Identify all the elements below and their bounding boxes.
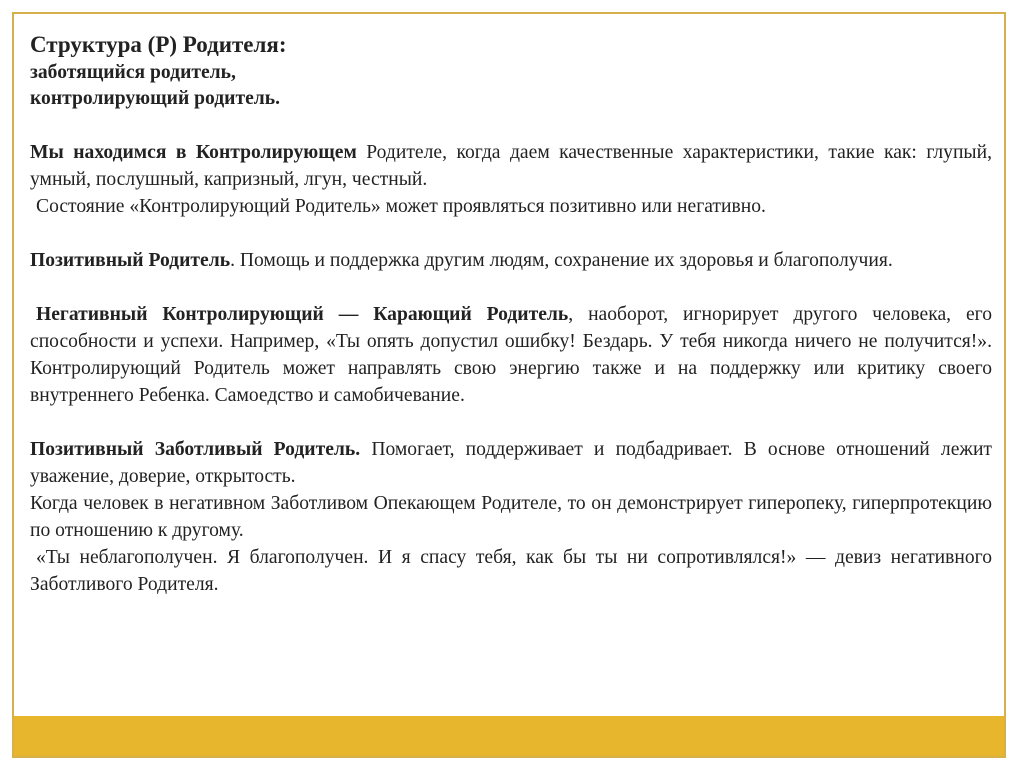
- spacer: [30, 274, 992, 301]
- paragraph-motto: «Ты неблагополучен. Я благополучен. И я спасу тебя, как бы ты ни сопротивлялся!» — девиз негативного Заботливого Родителя.: [30, 547, 992, 595]
- paragraph-state: Состояние «Контролирующий Родитель» может проявляться позитивно или негативно.: [36, 196, 766, 217]
- spacer: [30, 409, 992, 436]
- paragraph-positive-caring: [30, 436, 992, 490]
- slide-frame: [12, 12, 1006, 758]
- slide-title: Структура (Р) Родителя:: [30, 32, 287, 57]
- paragraph-negative-caring: Когда человек в негативном Заботливом Опекающем Родителе, то он демонстрирует гиперопеку, гиперпротекцию по отношению к другому.: [30, 493, 992, 541]
- paragraph-positive-parent-bold: Позитивный Родитель: [30, 250, 231, 271]
- subtitle-controlling-parent: контролирующий родитель.: [30, 88, 281, 109]
- paragraph-positive-caring-text: Помогает, поддерживает и подбадривает. В основе отношений лежит уважение, доверие, открытость.: [30, 439, 992, 487]
- paragraph-positive-parent-text: . Помощь и поддержка другим людям, сохранение их здоровья и благополучия.: [230, 250, 893, 271]
- paragraph-controlling-bold: Мы находимся в Контролирующем: [30, 142, 357, 163]
- paragraph-negative-controlling-bold: Негативный Контролирующий — Карающий Родитель: [36, 304, 569, 325]
- subtitle-caring-parent: заботящийся родитель,: [30, 62, 236, 83]
- paragraph-positive-parent: [30, 247, 992, 274]
- paragraph-controlling-text: Родителе, когда даем качественные характеристики, такие как: глупый, умный, послушный, капризный, лгун, честный.: [30, 142, 992, 190]
- paragraph-positive-caring-bold: Позитивный Заботливый Родитель.: [30, 439, 361, 460]
- spacer: [30, 220, 992, 247]
- spacer: [30, 112, 992, 139]
- paragraph-negative-controlling-text: , наоборот, игнорирует другого человека, его способности и успехи. Например, «Ты опять допустил ошибку! Бездарь. У тебя никогда ничего не получится!». Контролирующий Родитель может направлять свою энергию также и на поддержку или критику своего внутреннего Ребенка. Самоедство и самобичевание.: [30, 304, 992, 406]
- bottom-accent-bar: [14, 716, 1004, 756]
- paragraph-controlling: [30, 139, 992, 193]
- slide-content: [30, 30, 992, 598]
- paragraph-negative-controlling: [30, 301, 992, 409]
